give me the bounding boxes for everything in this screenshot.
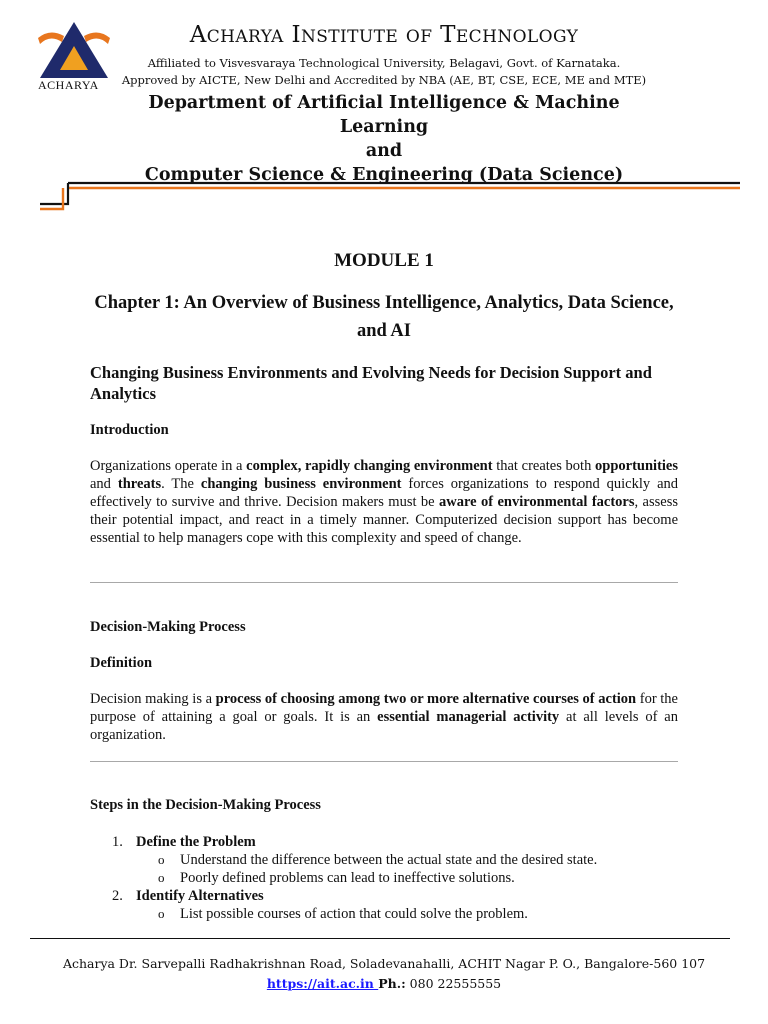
steps-list: [90, 833, 678, 923]
approval-line: Approved by AICTE, New Delhi and Accredited by NBA (AE, BT, CSE, ECE, ME and MTE): [121, 73, 647, 87]
department-block: [110, 91, 658, 187]
bullet-icon: o: [158, 852, 165, 867]
list-item: 1. Define the Problem: [112, 834, 256, 850]
affiliation-block: [120, 55, 648, 89]
introduction-heading: Introduction: [90, 422, 169, 438]
section-divider: [90, 761, 678, 762]
chapter-title: Chapter 1: An Overview of Business Intelligence, Analytics, Data Science, and AI: [94, 293, 674, 341]
dept-line-2: and: [365, 141, 403, 161]
decision-making-heading: Decision-Making Process: [90, 619, 246, 635]
footer-address: Acharya Dr. Sarvepalli Radhakrishnan Road, Soladevanahalli, ACHIT Nagar P. O., Bangalore-560 107: [62, 956, 706, 971]
list-item: o Understand the difference between the actual state and the desired state.: [158, 852, 598, 868]
logo-swoosh-left: [38, 32, 64, 44]
module-title: MODULE 1: [334, 250, 434, 271]
phone-number: 080 22555555: [405, 976, 502, 991]
website-link[interactable]: https://ait.ac.in: [266, 976, 379, 991]
footer-divider: [30, 938, 730, 939]
steps-heading: Steps in the Decision-Making Process: [90, 797, 321, 813]
footer-contact: [60, 976, 708, 991]
step-title: Identify Alternatives: [136, 888, 264, 904]
dept-line-1: Department of Artificial Intelligence & Machine Learning: [148, 93, 620, 137]
section-divider: [90, 582, 678, 583]
institute-name: ACHARYA INSTITUTE OF TECHNOLOGY: [189, 22, 579, 48]
section-title: Changing Business Environments and Evolving Needs for Decision Support and Analytics: [90, 363, 652, 403]
phone-label: Ph.:: [378, 976, 406, 991]
header-divider: [38, 178, 740, 214]
list-item: o Poorly defined problems can lead to ineffective solutions.: [158, 870, 515, 886]
bullet-icon: o: [158, 906, 165, 921]
step-title: Define the Problem: [136, 834, 256, 850]
definition-paragraph: Decision making is a process of choosing among two or more alternative courses of action for the purpose of attaining a goal or goals. It is an essential managerial activity at all levels of an organization.: [90, 691, 678, 743]
introduction-paragraph: Organizations operate in a complex, rapidly changing environment that creates both opportunities and threats. The changing business environment forces organizations to respond quickly and effectively to survive and thrive. Decision makers must be aware of environmental factors, assess their potential impact, and react in a timely manner. Computerized decision support has become essential to help managers cope with this complexity and speed of change.: [90, 458, 679, 546]
bullet-icon: o: [158, 870, 165, 885]
logo-swoosh-right: [84, 32, 110, 44]
logo-text: ACHARYA: [38, 78, 99, 92]
dept-line-3: Computer Science & Engineering (Data Science): [144, 165, 624, 185]
list-item: o List possible courses of action that could solve the problem.: [158, 906, 528, 922]
list-item: 2. Identify Alternatives: [112, 888, 264, 904]
definition-heading: Definition: [90, 655, 153, 671]
affiliation-line: Affiliated to Visvesvaraya Technological University, Belagavi, Govt. of Karnataka.: [147, 56, 621, 70]
